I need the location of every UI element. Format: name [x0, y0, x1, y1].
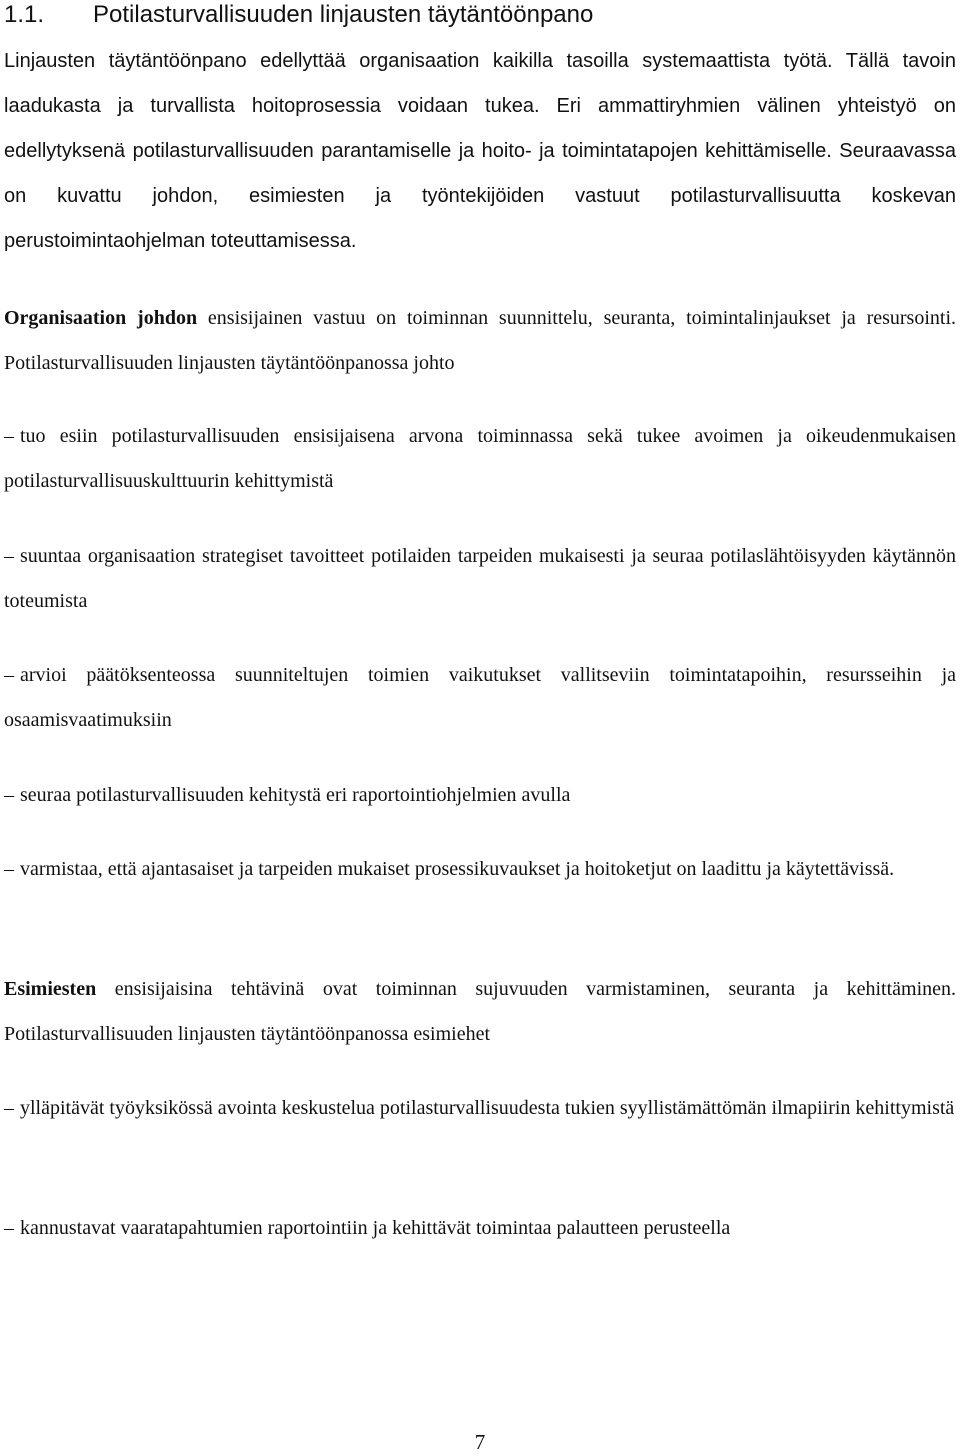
list-item [4, 414, 956, 504]
supervisors-paragraph [4, 967, 956, 1057]
dash-bullet: – [4, 1097, 14, 1119]
intro-paragraph [4, 39, 956, 264]
list-item-text: arvioi päätöksenteossa suunniteltujen toimien vaikutukset vallitseviin toimintatapoihin, resursseihin ja osaamisvaatimuksiin [4, 664, 956, 731]
list-item-text: tuo esiin potilasturvallisuuden ensisijaisena arvona toiminnassa sekä tukee avoimen ja oikeudenmukaisen potilasturvallisuuskulttuurin kehittymistä [4, 425, 956, 492]
section-title: Potilasturvallisuuden linjausten täytäntöönpano [93, 1, 594, 28]
dash-bullet: – [4, 664, 14, 686]
list-item-text: varmistaa, että ajantasaiset ja tarpeiden mukaiset prosessikuvaukset ja hoitoketjut on laadittu ja käytettävissä. [20, 858, 895, 880]
dash-bullet: – [4, 545, 14, 567]
section-number: 1.1. [4, 1, 45, 28]
page-number: 7 [474, 1430, 486, 1454]
list-item [4, 847, 956, 892]
list-item-text: ylläpitävät työyksikössä avointa keskustelua potilasturvallisuudesta tukien syyllistämättömän ilmapiirin kehittymistä [20, 1097, 955, 1119]
list-item [4, 1086, 956, 1131]
dash-bullet: – [4, 1217, 14, 1239]
dash-bullet: – [4, 858, 14, 880]
dash-bullet: – [4, 784, 14, 806]
supervisors-text1: ensisijaisina tehtävinä ovat toiminnan sujuvuuden varmistaminen, seuranta ja kehittäminen. [96, 978, 956, 1000]
list-item-text: seuraa potilasturvallisuuden kehitystä eri raportointiohjelmien avulla [20, 784, 571, 806]
management-text1: ensisijainen vastuu on toiminnan suunnittelu, seuranta, toimintalinjaukset ja resursointi. [197, 307, 957, 329]
management-text2: Potilasturvallisuuden linjausten täytäntöönpanossa johto [4, 352, 455, 374]
supervisors-lead: Esimiesten [4, 978, 97, 1000]
list-item [4, 534, 956, 624]
dash-bullet: – [4, 425, 14, 447]
list-item [4, 1206, 956, 1251]
management-lead: Organisaation johdon [4, 307, 198, 329]
list-item-text: kannustavat vaaratapahtumien raportointiin ja kehittävät toimintaa palautteen perusteella [20, 1217, 731, 1239]
supervisors-text2: Potilasturvallisuuden linjausten täytäntöönpanossa esimiehet [4, 1023, 491, 1045]
section-heading [4, 0, 954, 30]
management-paragraph [4, 296, 956, 386]
intro-text-part1: Linjausten täytäntöönpano edellyttää organisaation kaikilla tasoilla systemaattista työtä. Tällä tavoin laadukasta ja turvallista hoitoprosessia voidaan tukea. Eri ammattiryhmien välinen yhteistyö on edellytyksenä potilasturvallisuuden parantamiselle ja hoito- ja toimintatapojen kehittämiselle. [4, 50, 956, 162]
list-item-text: suuntaa organisaation strategiset tavoitteet potilaiden tarpeiden mukaisesti ja seuraa potilaslähtöisyyden käytännön toteumista [4, 545, 956, 612]
intro-text-part2: Seuraavassa on kuvattu johdon, esimiesten ja työntekijöiden vastuut potilasturvallisuutta koskevan perustoimintaohjelman toteuttamisessa. [4, 140, 956, 252]
list-item [4, 773, 956, 818]
list-item [4, 653, 956, 743]
